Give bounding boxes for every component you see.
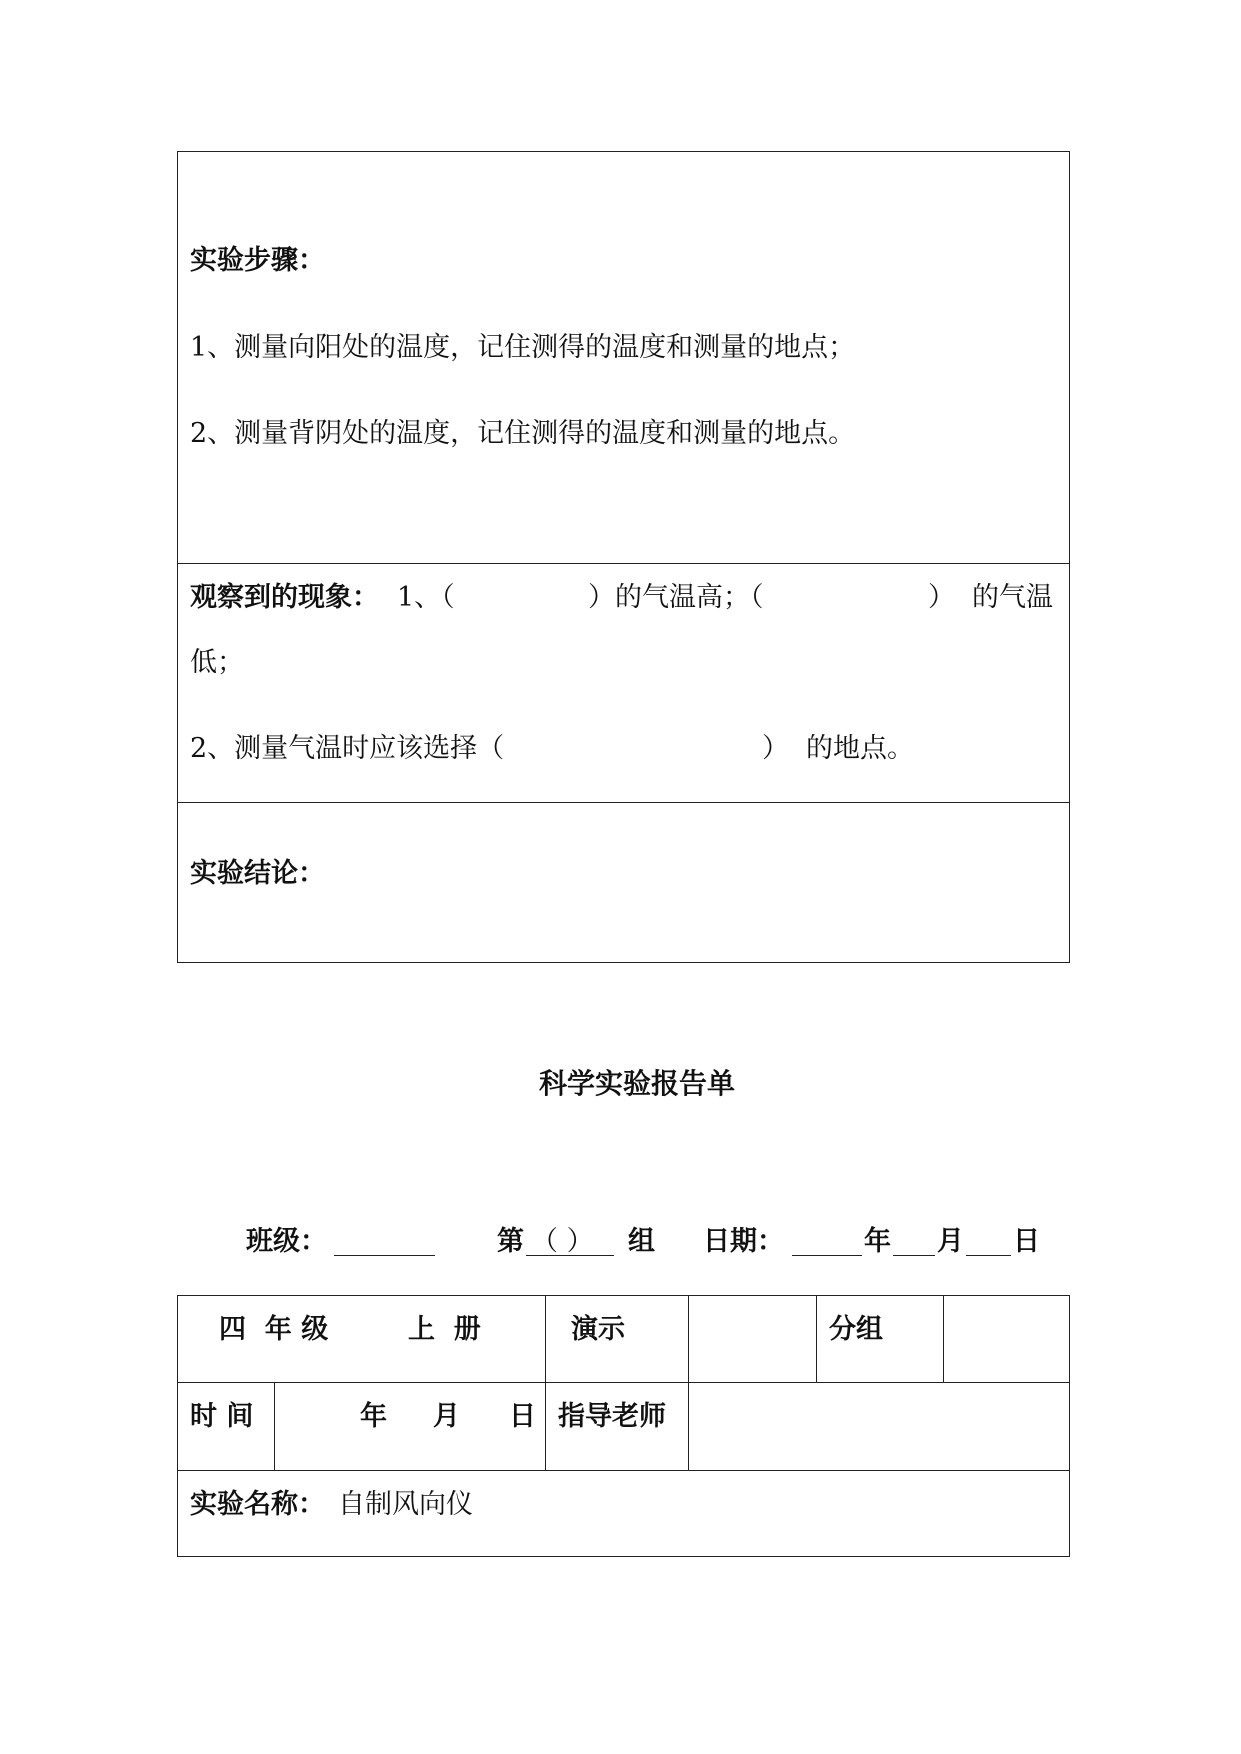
time-label-cell: 时 间 [190,1401,254,1432]
teacher-value-cell[interactable] [690,1384,1068,1468]
observation-1-wrap: 低； [190,647,244,678]
demo-cell: 演示 [571,1314,625,1345]
day-label: 日 [1013,1226,1040,1257]
conclusion-heading: 实验结论： [190,858,325,889]
volume-cell: 上 册 [408,1314,481,1345]
experiment-name-value: 自制风向仪 [338,1489,473,1520]
experiment-name-label: 实验名称： [190,1489,325,1520]
teacher-label-cell: 指导老师 [558,1401,666,1432]
group-prefix: 第 [497,1226,524,1257]
steps-heading: 实验步骤： [190,245,325,276]
demo-value-cell[interactable] [690,1297,814,1381]
table1-divider-steps [177,563,1070,564]
date-label: 日期： [703,1226,784,1257]
day-blank[interactable] [966,1229,1011,1256]
time-day: 日 [509,1401,536,1432]
year-label: 年 [864,1226,891,1257]
group-paren: （ ） [531,1226,594,1257]
observation-2-prefix: 2、测量气温时应该选择（ [190,733,505,764]
table2-col-divider-b [688,1295,689,1470]
observation-1-part2: ）的气温高；（ [588,582,764,613]
table2-col-divider-d [943,1295,944,1383]
step-1: 1、测量向阳处的温度，记住测得的温度和测量的地点； [190,332,856,363]
class-label: 班级： [246,1226,327,1257]
group-cell: 分组 [829,1314,883,1345]
step-2: 2、测量背阴处的温度，记住测得的温度和测量的地点。 [190,418,856,449]
month-blank[interactable] [893,1229,935,1256]
table2-row-divider-1 [177,1382,1070,1383]
table2-col-divider-time [274,1382,275,1470]
group-suffix: 组 [628,1226,655,1257]
group-value-cell[interactable] [945,1297,1068,1381]
time-month: 月 [433,1401,460,1432]
observation-1-prefix: 1、（ [397,582,455,613]
grade-cell: 四 年 级 [219,1314,329,1345]
table1-divider-observation [177,802,1070,803]
table2-row-divider-2 [177,1470,1070,1471]
time-year: 年 [360,1401,387,1432]
table2-col-divider-a [545,1295,546,1470]
year-blank[interactable] [792,1229,862,1256]
class-blank[interactable] [334,1229,435,1256]
observation-1-end: 的气温 [972,582,1053,613]
observation-heading: 观察到的现象： [190,582,379,613]
observation-2-paren: ） [762,733,789,764]
month-label: 月 [937,1226,964,1257]
observation-1-part3: ） [928,582,955,613]
report-title: 科学实验报告单 [539,1067,736,1100]
observation-2-end: 的地点。 [806,733,914,764]
table2-col-divider-c [816,1295,817,1383]
